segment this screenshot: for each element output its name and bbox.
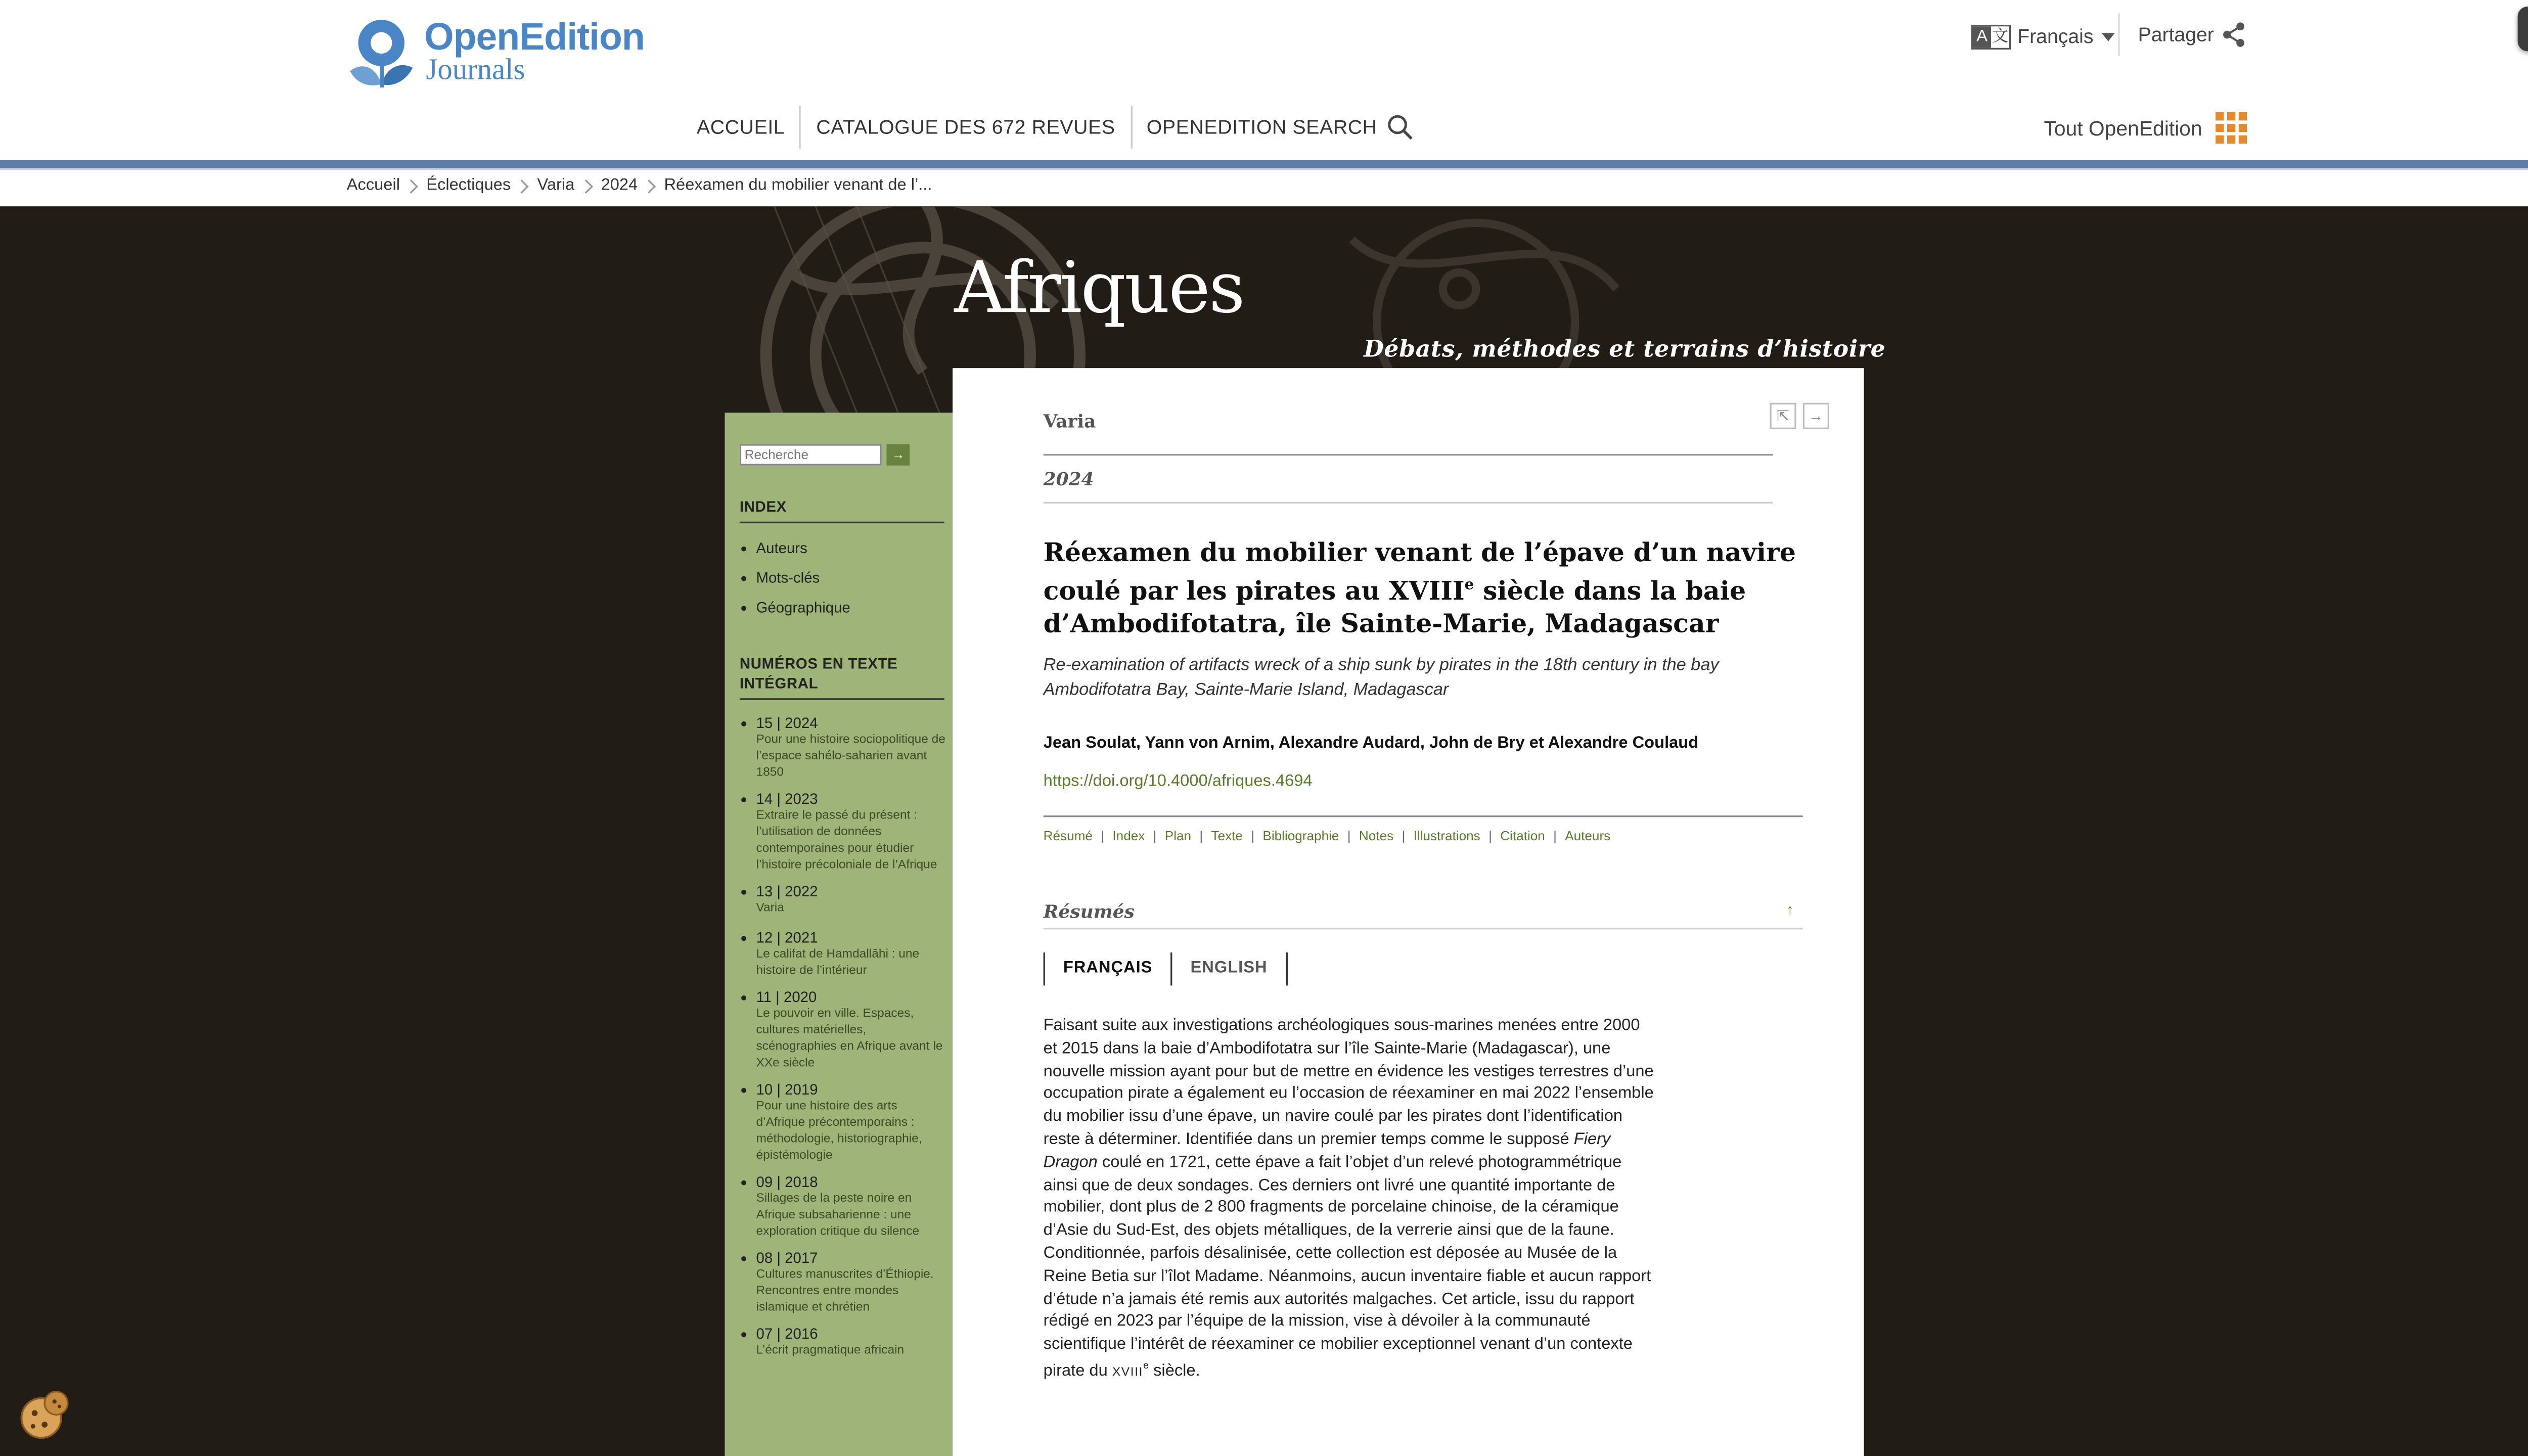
breadcrumb [347, 176, 932, 195]
toc-illustrations[interactable]: Illustrations [1413, 829, 1480, 844]
chevron-right-icon [404, 178, 419, 193]
header-accent-bar [0, 160, 2528, 168]
index-item-geographique[interactable]: Géographique [741, 599, 850, 629]
openedition-logo[interactable] [347, 15, 644, 94]
openedition-flower-icon [347, 18, 413, 91]
logo-subtitle: Journals [426, 53, 525, 86]
issue-item[interactable]: 07 | 2016 L’écrit pragmatique africain [741, 1326, 946, 1358]
abstract-text: Faisant suite aux investigations archéologiques sous-marines menées entre 2000 et 2015 dans la baie d’Ambodifotatra sur l’île Sainte-Marie (Madagascar), une nouvelle mission ayant pour but de mettre en évidence les vestiges terrestres d’une occupation pirate a également eu l’occasion de réexaminer en mai 2022 l’ensemble du mobilier issu d’une épave, un navire coulé par les pirates dont l’identification reste à déterminer. Identifiée dans un premier temps comme le supposé Fiery Dragon coulé en 1721, cette épave a fait l’objet d’un relevé photogrammétrique ainsi que de deux sondages. Ces derniers ont livré une quantité importante de mobilier, dont plus de 2 800 fragments de porcelaine chinoise, de la céramique d’Asie du Sud-Est, des objets métalliques, de la verrerie ainsi que de la faune. Conditionnée, parfois désalinisée, cette collection est déposée au Musée de la Reine Betia sur l’îlot Madame. Néanmoins, aucun inventaire fiable et aucun rapport d’étude n’a jamais été remis aux autorités malgaches. Cet article, issu du rapport rédigé en 2023 par l’équipe de la mission, vise à dévoiler à la communauté scientifique l’intérêt de réexaminer ce mobilier exceptionnel venant d’un contexte pirate du XVIIIe siècle. [1043, 1017, 1654, 1381]
article-toc: Résumé | Index | Plan | Texte | Bibliographie | Notes | Illustrations | Citation | Auteurs [1043, 829, 1611, 844]
toc-index[interactable]: Index [1112, 829, 1145, 844]
toc-bibliographie[interactable]: Bibliographie [1262, 829, 1339, 844]
breadcrumb-varia[interactable]: Varia [537, 176, 575, 195]
nav-openedition-search[interactable] [1130, 106, 1428, 149]
breadcrumb-year[interactable]: 2024 [601, 176, 638, 195]
tout-label: Tout OpenEdition [2044, 116, 2202, 140]
journal-subtitle: Débats, méthodes et terrains d’histoire [1364, 337, 1886, 363]
breadcrumb-accueil[interactable]: Accueil [346, 176, 400, 195]
sidebar [725, 413, 953, 1456]
tout-openedition-menu[interactable] [2044, 112, 2246, 144]
issue-item[interactable]: 08 | 2017 Cultures manuscrites d’Éthiopie. Rencontres entre mondes islamique et chrétien [741, 1250, 946, 1316]
issues-list [741, 715, 946, 1358]
abstract-language-tabs [1044, 952, 1287, 985]
toc-plan[interactable]: Plan [1164, 829, 1192, 844]
section-divider [1044, 454, 1773, 456]
zoom-indicator [2518, 7, 2528, 51]
issues-heading-line1: NUMÉROS EN TEXTE [739, 655, 898, 672]
next-article-button[interactable]: → [1803, 403, 1829, 429]
index-divider [740, 522, 944, 523]
issues-heading-line2: INTÉGRAL [739, 675, 819, 692]
tab-english[interactable]: ENGLISH [1170, 952, 1285, 985]
issues-heading [740, 654, 898, 693]
issue-item[interactable]: 09 | 2018 Sillages de la peste noire en Afrique subsaharienne : une exploration critique du silence [741, 1174, 946, 1240]
article-section[interactable]: Varia [1043, 411, 1096, 433]
language-selector[interactable] [1971, 21, 2115, 51]
issue-item[interactable]: 12 | 2021 Le califat de Hamdallāhi : une histoire de l’intérieur [741, 929, 946, 979]
search-icon [1387, 114, 1413, 140]
journal-title: Afriques [954, 247, 1244, 331]
share-icon [2221, 21, 2247, 48]
breadcrumb-eclectiques[interactable]: Éclectiques [426, 176, 511, 195]
index-item-mots-cles[interactable]: Mots-clés [741, 570, 850, 600]
article-authors[interactable]: Jean Soulat, Yann von Arnim, Alexandre Audard, John de Bry et Alexandre Coulaud [1043, 735, 1699, 753]
breadcrumb-current: Réexamen du mobilier venant de l’... [664, 176, 932, 195]
toc-resume[interactable]: Résumé [1043, 829, 1093, 844]
article-panel [953, 368, 1864, 1456]
issues-divider [740, 698, 944, 700]
article-year[interactable]: 2024 [1043, 469, 1094, 490]
toc-texte[interactable]: Texte [1211, 829, 1243, 844]
issue-item[interactable]: 11 | 2020 Le pouvoir en ville. Espaces, cultures matérielles, scénographies en Afrique avant le XXe siècle [741, 989, 946, 1071]
chevron-down-icon [2102, 32, 2115, 40]
logo-title: OpenEdition [424, 15, 645, 58]
toc-notes[interactable]: Notes [1359, 829, 1394, 844]
header-divider-line [0, 168, 2528, 170]
toc-auteurs[interactable]: Auteurs [1565, 829, 1611, 844]
resumes-divider [1044, 928, 1803, 929]
article-title: Réexamen du mobilier venant de l’épave d’un navire coulé par les pirates au XVIIIe siècle dans la baie d’Ambodifotatra, île Sainte-Marie, Madagascar [1043, 536, 1796, 640]
nav-search-label: OPENEDITION SEARCH [1146, 115, 1377, 139]
main-nav [687, 106, 1428, 149]
tabs-end-divider [1285, 952, 1287, 985]
nav-accueil[interactable]: ACCUEIL [696, 115, 785, 139]
chevron-right-icon [579, 178, 593, 193]
translate-icon: A 文 [1971, 24, 2011, 49]
index-heading: INDEX [739, 498, 787, 515]
sidebar-search-input[interactable]: Recherche [740, 444, 882, 465]
issue-item[interactable]: 15 | 2024 Pour une histoire sociopolitique de l’espace sahélo-saharien avant 1850 [741, 715, 946, 781]
issue-item[interactable]: 13 | 2022 Varia [741, 883, 946, 916]
search-submit-button[interactable]: → [886, 444, 910, 465]
resumes-heading: Résumés [1043, 901, 1135, 923]
index-list [741, 540, 850, 629]
apps-grid-icon [2216, 112, 2247, 144]
first-page-button[interactable]: ⇱ [1770, 403, 1796, 429]
back-to-top-arrow-icon[interactable]: ↑ [1786, 901, 1794, 918]
chevron-right-icon [642, 178, 656, 193]
issue-item[interactable]: 10 | 2019 Pour une histoire des arts d’Afrique précontemporains : méthodologie, historiographie, épistémologie [741, 1081, 946, 1164]
share-label: Partager [2138, 23, 2214, 47]
toc-citation[interactable]: Citation [1500, 829, 1545, 844]
index-item-auteurs[interactable]: Auteurs [741, 540, 850, 570]
year-divider [1044, 502, 1773, 504]
article-subtitle-english: Re-examination of artifacts wreck of a ship sunk by pirates in the 18th century in the bay Ambodifotatra Bay, Sainte-Marie Island, Madagascar [1043, 655, 1719, 700]
doi-divider [1044, 815, 1803, 817]
header-divider [2118, 13, 2119, 56]
cookie-icon[interactable] [17, 1387, 73, 1443]
share-button[interactable] [2138, 21, 2247, 48]
language-label: Français [2017, 24, 2094, 48]
tab-francais[interactable]: FRANÇAIS [1044, 952, 1171, 985]
article-doi-link[interactable]: https://doi.org/10.4000/afriques.4694 [1043, 772, 1313, 791]
chevron-right-icon [515, 178, 529, 193]
issue-item[interactable]: 14 | 2023 Extraire le passé du présent : l’utilisation de données contemporaines pour étudier l’histoire précoloniale de l’Afrique [741, 791, 946, 873]
nav-catalogue[interactable]: CATALOGUE DES 672 REVUES [800, 106, 1130, 149]
